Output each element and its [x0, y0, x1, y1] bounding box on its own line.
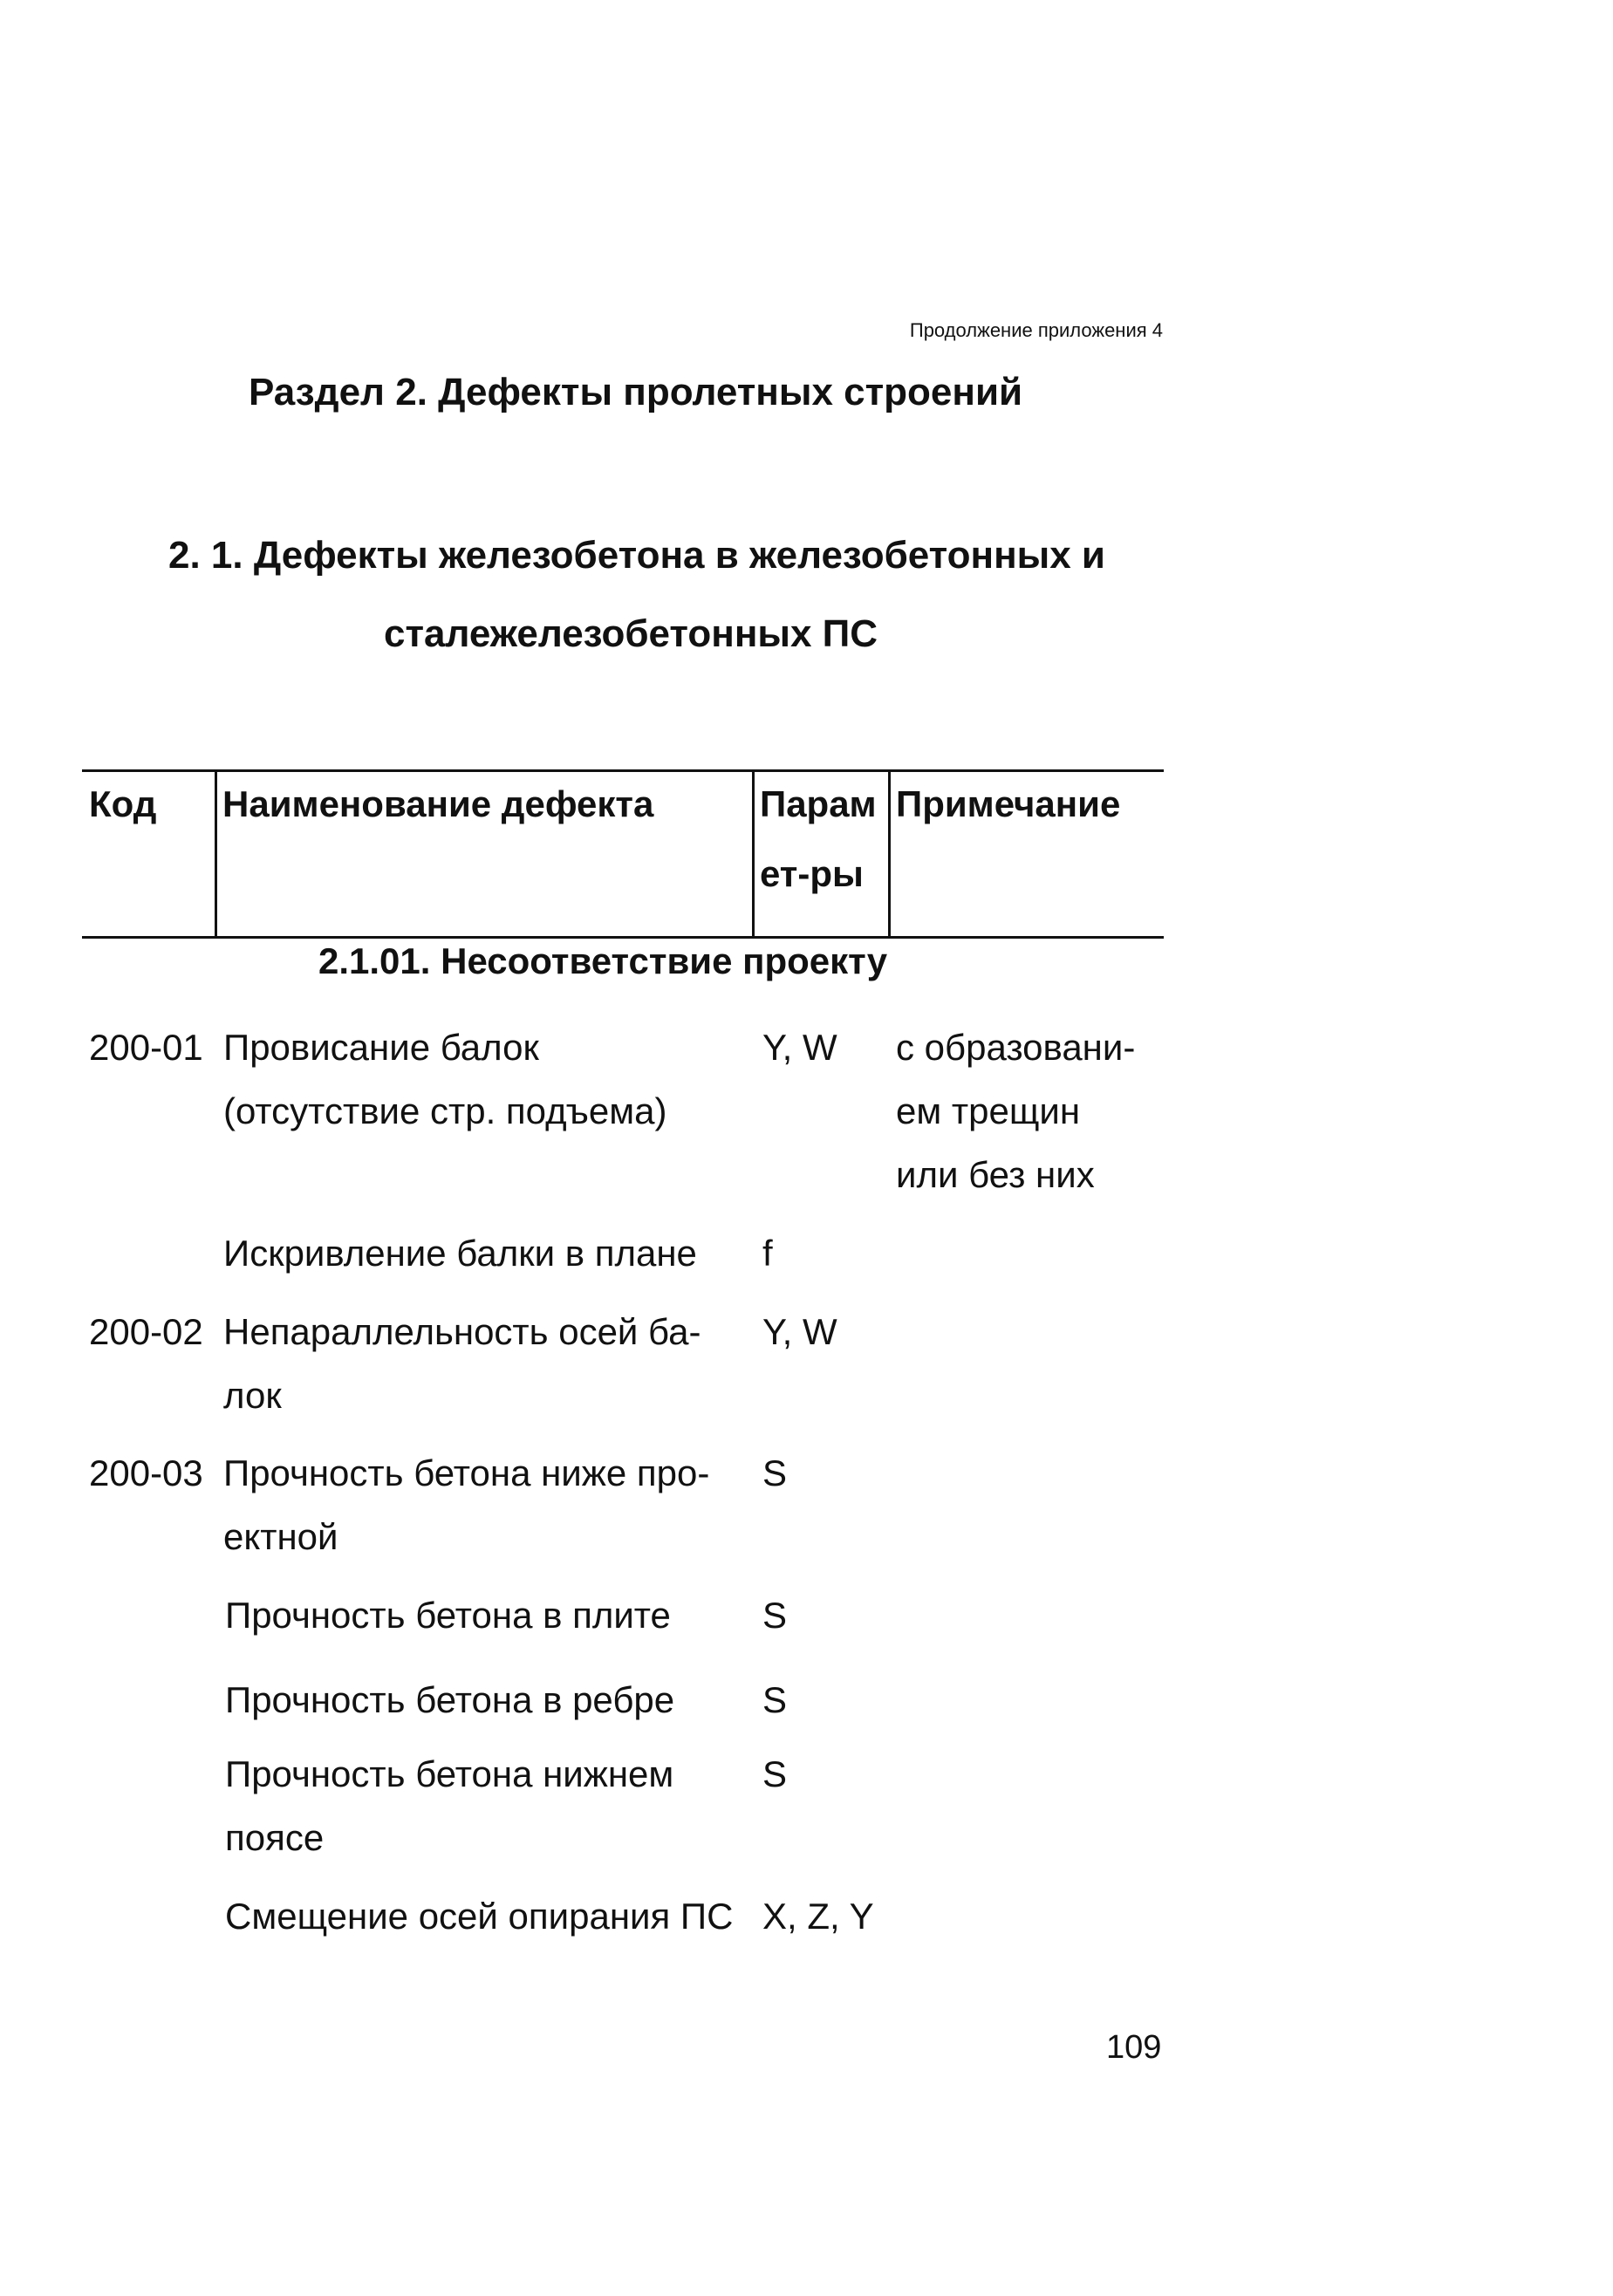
row-name-line: Прочность бетона в ребре — [225, 1679, 675, 1720]
row-name-line: Прочность бетона ниже про- — [223, 1452, 710, 1493]
row-params: S — [762, 1595, 788, 1636]
table-top-rule — [82, 769, 1164, 772]
row-name-line: Провисание балок — [223, 1027, 539, 1068]
row-note-line: ем трещин — [896, 1090, 1081, 1131]
row-name-line: (отсутствие стр. подъема) — [223, 1090, 667, 1131]
row-params: X, Z, Y — [762, 1896, 874, 1937]
appendix-note: Продолжение приложения 4 — [909, 319, 1163, 341]
row-name-line: ектной — [223, 1516, 338, 1557]
col-divider-1 — [215, 769, 217, 938]
row-params: Y, W — [762, 1311, 837, 1352]
column-header-params-line1: Парам — [760, 783, 877, 824]
col-divider-2 — [752, 769, 755, 938]
row-name-line: Смещение осей опирания ПС — [225, 1896, 734, 1937]
column-header-note: Примечание — [896, 783, 1121, 824]
page-number: 109 — [1106, 2029, 1162, 2066]
row-params: S — [762, 1679, 788, 1720]
column-header-params-line2: ет-ры — [760, 853, 864, 894]
row-name-line: Непараллельность осей ба- — [223, 1311, 701, 1352]
row-params: S — [762, 1753, 788, 1794]
row-code: 200-02 — [89, 1311, 203, 1352]
row-code: 200-03 — [89, 1452, 203, 1493]
group-title: 2.1.01. Несоответствие проекту — [318, 940, 888, 981]
column-header-name: Наименование дефекта — [222, 783, 654, 824]
column-header-code: Код — [89, 783, 157, 824]
row-params: Y, W — [762, 1027, 837, 1068]
subsection-title-line2: сталежелезобетонных ПС — [384, 612, 878, 655]
row-params: S — [762, 1452, 788, 1493]
row-name-line: Искривление балки в плане — [223, 1233, 697, 1274]
row-name-line: Прочность бетона нижнем — [225, 1753, 674, 1794]
row-name-line: Прочность бетона в плите — [225, 1595, 671, 1636]
subsection-title-line1: 2. 1. Дефекты железобетона в железобетонных и — [168, 534, 1105, 577]
row-params: f — [762, 1233, 773, 1274]
row-code: 200-01 — [89, 1027, 203, 1068]
row-name-line: поясе — [225, 1817, 325, 1858]
section-title: Раздел 2. Дефекты пролетных строений — [249, 371, 1023, 413]
table-header-bottom-rule — [82, 936, 1164, 939]
row-name-line: лок — [223, 1375, 282, 1416]
col-divider-3 — [888, 769, 891, 938]
row-note-line: или без них — [896, 1154, 1095, 1195]
row-note-line: с образовани- — [896, 1027, 1136, 1068]
